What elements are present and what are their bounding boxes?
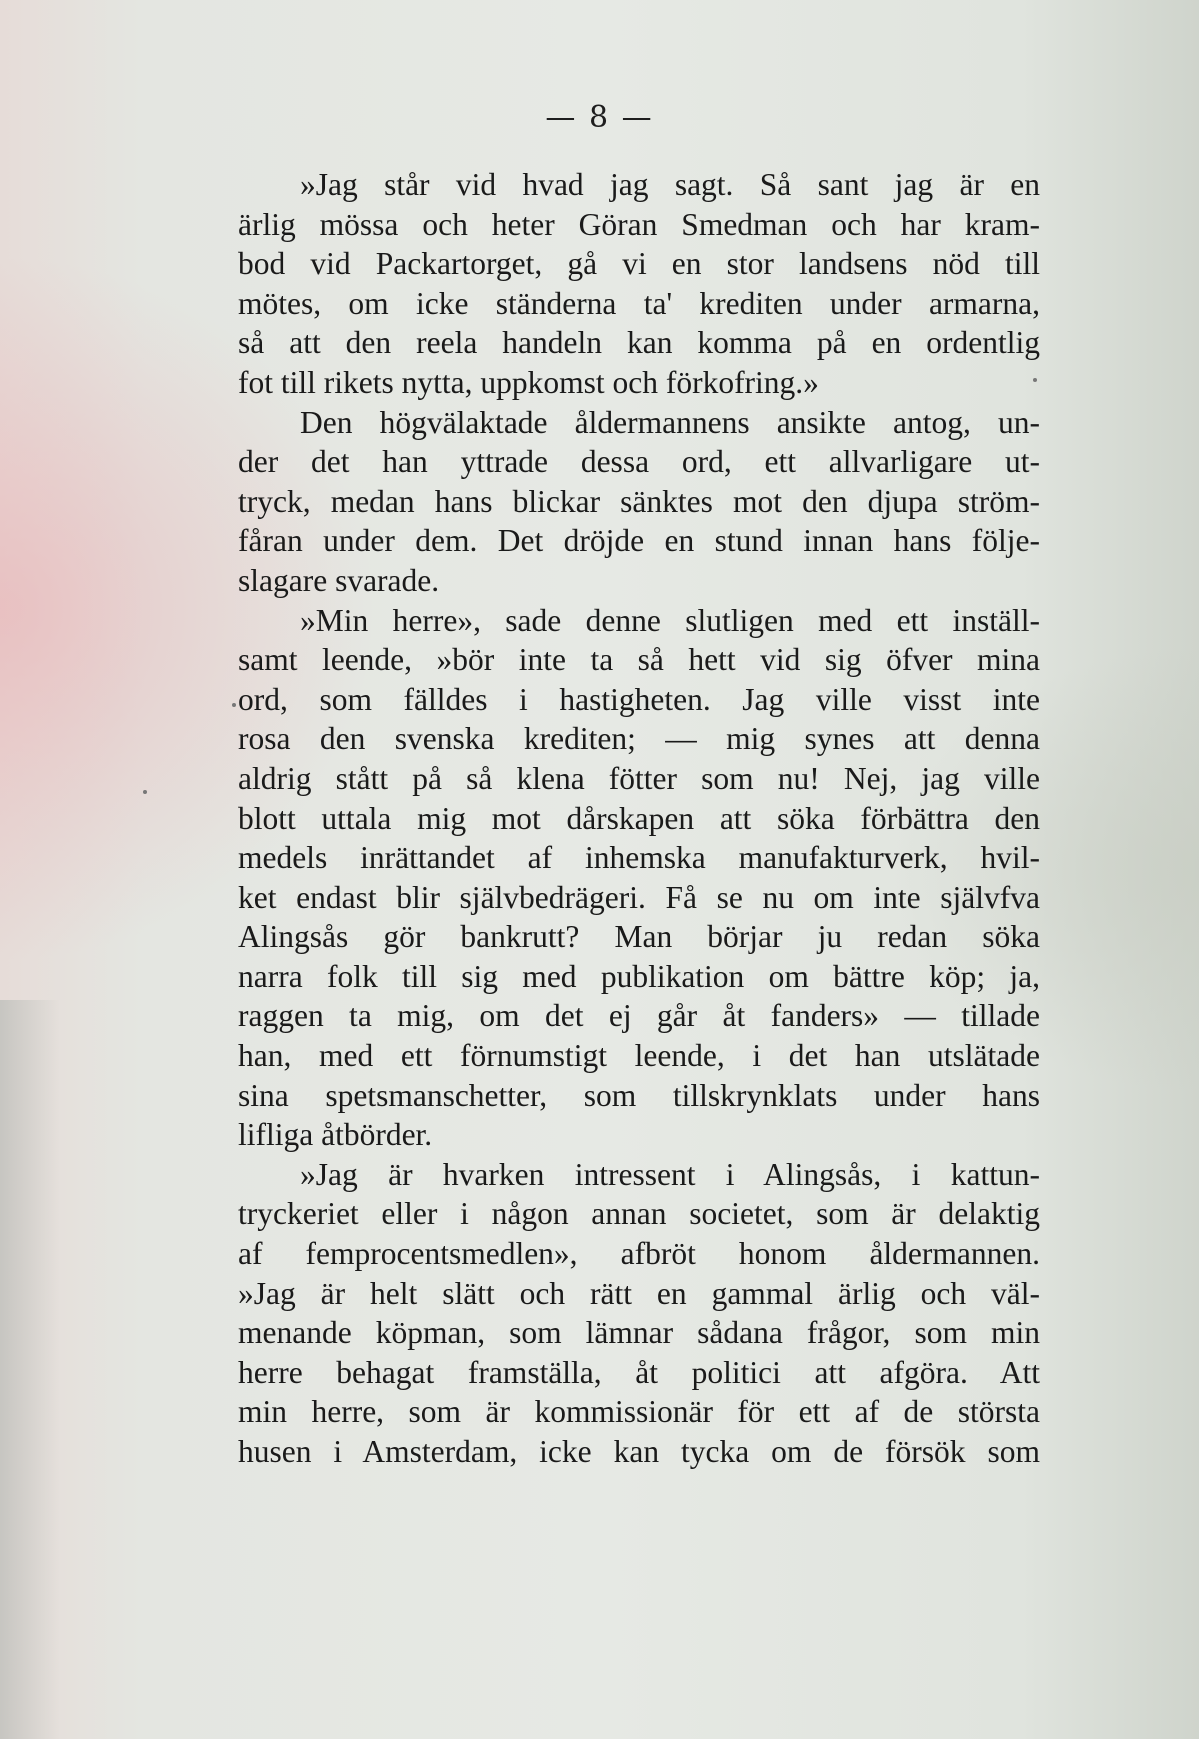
text-line: herre behagat framställa, åt politici att afgöra. Att <box>238 1354 1040 1390</box>
text-line: sina spetsmanschetter, som tillskrynklats under hans <box>238 1077 1040 1113</box>
text-line: af femprocentsmedlen», afbröt honom åldermannen. <box>238 1236 1040 1272</box>
text-line: »Jag är helt slätt och rätt en gammal ärlig och väl- <box>238 1275 1040 1311</box>
text-line: medels inrättandet af inhemska manufakturverk, hvil- <box>238 840 1040 876</box>
text-line: »Jag är hvarken intressent i Alingsås, i kattun- <box>300 1156 1040 1192</box>
text-line: der det han yttrade dessa ord, ett allvarligare ut- <box>238 444 1040 480</box>
text-line: min herre, som är kommissionär för ett af de största <box>238 1394 1040 1430</box>
text-line: »Min herre», sade denne slutligen med ett inställ- <box>300 602 1040 638</box>
text-line: slagare svarade. <box>238 562 440 598</box>
text-line: tryck, medan hans blickar sänktes mot den djupa ström- <box>238 483 1040 519</box>
text-line: så att den reela handeln kan komma på en ordentlig <box>238 325 1040 361</box>
text-line: husen i Amsterdam, icke kan tycka om de försök som <box>238 1434 1040 1469</box>
text-line: fot till rikets nytta, uppkomst och förkofring.» <box>238 364 819 400</box>
text-line: samt leende, »bör inte ta så hett vid sig öfver mina <box>238 642 1040 678</box>
text-line: ord, som fälldes i hastigheten. Jag ville visst inte <box>238 681 1040 717</box>
text-line: han, med ett förnumstigt leende, i det han utslätade <box>238 1038 1040 1074</box>
text-line: fåran under dem. Det dröjde en stund innan hans följe- <box>238 523 1040 559</box>
text-line: tryckeriet eller i någon annan societet, som är delaktig <box>238 1196 1040 1232</box>
text-line: mötes, om icke ständerna ta' krediten under armarna, <box>238 285 1040 321</box>
text-line: lifliga åtbörder. <box>238 1117 433 1153</box>
paper-speck <box>143 790 147 794</box>
text-line: Alingsås gör bankrutt? Man börjar ju redan söka <box>238 919 1040 955</box>
paper-speck <box>1033 378 1037 382</box>
text-line: narra folk till sig med publikation om bättre köp; ja, <box>238 958 1040 994</box>
page-number: — 8 — <box>545 100 654 135</box>
text-line: blott uttala mig mot dårskapen att söka förbättra den <box>238 800 1040 836</box>
text-line: aldrig stått på så klena fötter som nu! Nej, jag ville <box>238 760 1040 796</box>
paper-speck <box>232 703 236 707</box>
body-text <box>238 165 1040 1472</box>
text-line: ket endast blir självbedrägeri. Få se nu om inte självfva <box>238 879 1040 915</box>
text-line: raggen ta mig, om det ej går åt fanders» — tillade <box>238 998 1040 1034</box>
text-line: rosa den svenska krediten; — mig synes att denna <box>238 721 1040 757</box>
text-line: ärlig mössa och heter Göran Smedman och har kram- <box>238 206 1040 242</box>
text-line: menande köpman, som lämnar sådana frågor, som min <box>238 1315 1040 1351</box>
text-line: Den högvälaktade åldermannens ansikte antog, un- <box>300 404 1040 440</box>
page-shadow <box>0 1000 60 1739</box>
text-line: bod vid Packartorget, gå vi en stor landsens nöd till <box>238 246 1040 282</box>
text-line: »Jag står vid hvad jag sagt. Så sant jag är en <box>300 167 1040 202</box>
